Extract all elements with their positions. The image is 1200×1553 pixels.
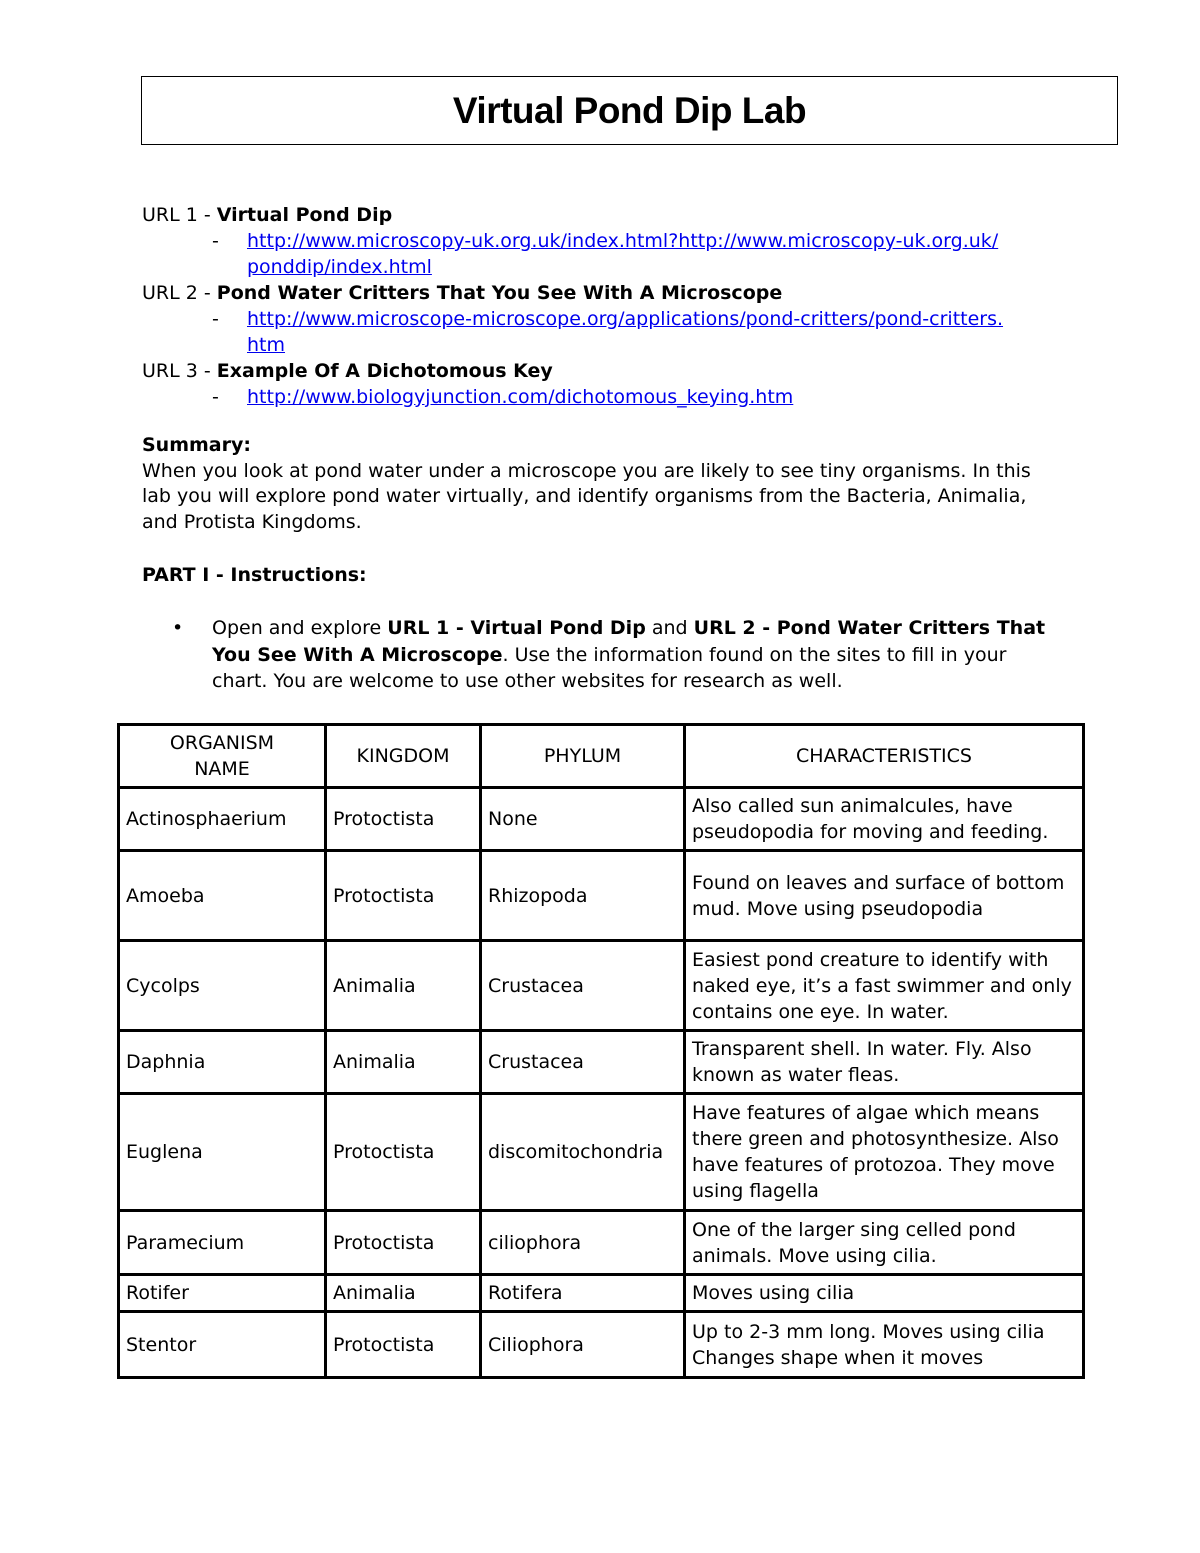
cell-characteristics: Easiest pond creature to identify with naked eye, it’s a fast swimmer and only contains one eye. In water. [685, 941, 1084, 1031]
cell-organism-name: Amoeba [119, 851, 326, 941]
cell-phylum: Crustacea [481, 1031, 685, 1094]
instruction-text: Open and explore [212, 617, 388, 639]
cell-phylum: Rhizopoda [481, 851, 685, 941]
cell-organism-name: Rotifer [119, 1275, 326, 1312]
bullet-icon: • [172, 617, 184, 639]
cell-kingdom: Animalia [326, 1275, 481, 1312]
url-prefix: URL 3 - [142, 360, 217, 382]
cell-kingdom: Protoctista [326, 1094, 481, 1211]
cell-organism-name: Paramecium [119, 1211, 326, 1275]
summary-section [142, 433, 1062, 535]
url-3-heading [142, 358, 1042, 384]
cell-phylum: Ciliophora [481, 1312, 685, 1378]
part-1-heading: PART I - Instructions: [142, 564, 367, 586]
instruction-bold: URL 1 - Virtual Pond Dip [387, 617, 646, 639]
title-box [141, 76, 1118, 145]
organism-table [117, 723, 1085, 1379]
cell-phylum: ciliophora [481, 1211, 685, 1275]
table-row [119, 788, 1084, 851]
cell-characteristics: Found on leaves and surface of bottom mud. Move using pseudopodia [685, 851, 1084, 941]
cell-kingdom: Protoctista [326, 1312, 481, 1378]
instruction-bullet [172, 615, 1062, 695]
table-row [119, 1211, 1084, 1275]
url-name: Example Of A Dichotomous Key [216, 360, 553, 382]
instruction-bold: URL 2 - Pond Water Critters That You See With A Microscope [212, 617, 1046, 666]
url-3-link[interactable]: http://www.biologyjunction.com/dichotomous_keying.htm [247, 386, 794, 408]
cell-kingdom: Animalia [326, 1031, 481, 1094]
cell-characteristics: Moves using cilia [685, 1275, 1084, 1312]
url-2-heading [142, 280, 1042, 306]
cell-kingdom: Animalia [326, 941, 481, 1031]
summary-heading: Summary: [142, 434, 251, 456]
instruction-text: and [645, 617, 694, 639]
dash: - [212, 308, 219, 330]
cell-organism-name: Actinosphaerium [119, 788, 326, 851]
header-kingdom: KINGDOM [326, 725, 481, 788]
url-name: Virtual Pond Dip [216, 204, 393, 226]
cell-kingdom: Protoctista [326, 1211, 481, 1275]
url-1-link[interactable]: http://www.microscopy-uk.org.uk/index.html?http://www.microscopy-uk.org.uk/ponddip/index.html [247, 230, 999, 278]
cell-characteristics: Have features of algae which means there green and photosynthesize. Also have features of protozoa. They move using flagella [685, 1094, 1084, 1211]
instruction-text: . Use the information found on the sites to fill in your chart. You are welcome to use other websites for research as well. [212, 643, 1007, 692]
table-row [119, 851, 1084, 941]
cell-phylum: None [481, 788, 685, 851]
table-row [119, 941, 1084, 1031]
dash: - [212, 230, 219, 252]
url-list [142, 202, 1042, 410]
url-prefix: URL 2 - [142, 282, 217, 304]
cell-organism-name: Euglena [119, 1094, 326, 1211]
summary-text: When you look at pond water under a microscope you are likely to see tiny organisms. In this lab you will explore pond water virtually, and identify organisms from the Bacteria, Animalia, and Protista Kingdoms. [142, 459, 1031, 533]
url-name: Pond Water Critters That You See With A Microscope [216, 282, 783, 304]
cell-characteristics: Transparent shell. In water. Fly. Also known as water fleas. [685, 1031, 1084, 1094]
url-1-heading [142, 202, 1042, 228]
table-row [119, 1031, 1084, 1094]
cell-characteristics: Up to 2-3 mm long. Moves using cilia Changes shape when it moves [685, 1312, 1084, 1378]
table-header-row [119, 725, 1084, 788]
table-row [119, 1275, 1084, 1312]
cell-organism-name: Cycolps [119, 941, 326, 1031]
header-organism-name: ORGANISM NAME [119, 725, 326, 788]
cell-characteristics: Also called sun animalcules, have pseudopodia for moving and feeding. [685, 788, 1084, 851]
cell-kingdom: Protoctista [326, 788, 481, 851]
url-2-link[interactable]: http://www.microscope-microscope.org/applications/pond-critters/pond-critters.htm [247, 308, 1004, 356]
page-title: Virtual Pond Dip Lab [452, 89, 807, 131]
cell-kingdom: Protoctista [326, 851, 481, 941]
cell-organism-name: Daphnia [119, 1031, 326, 1094]
header-characteristics: CHARACTERISTICS [685, 725, 1084, 788]
url-prefix: URL 1 - [142, 204, 217, 226]
cell-phylum: Rotifera [481, 1275, 685, 1312]
cell-organism-name: Stentor [119, 1312, 326, 1378]
dash: - [212, 386, 219, 408]
table-row [119, 1094, 1084, 1211]
cell-characteristics: One of the larger sing celled pond animals. Move using cilia. [685, 1211, 1084, 1275]
header-phylum: PHYLUM [481, 725, 685, 788]
cell-phylum: Crustacea [481, 941, 685, 1031]
cell-phylum: discomitochondria [481, 1094, 685, 1211]
table-row [119, 1312, 1084, 1378]
